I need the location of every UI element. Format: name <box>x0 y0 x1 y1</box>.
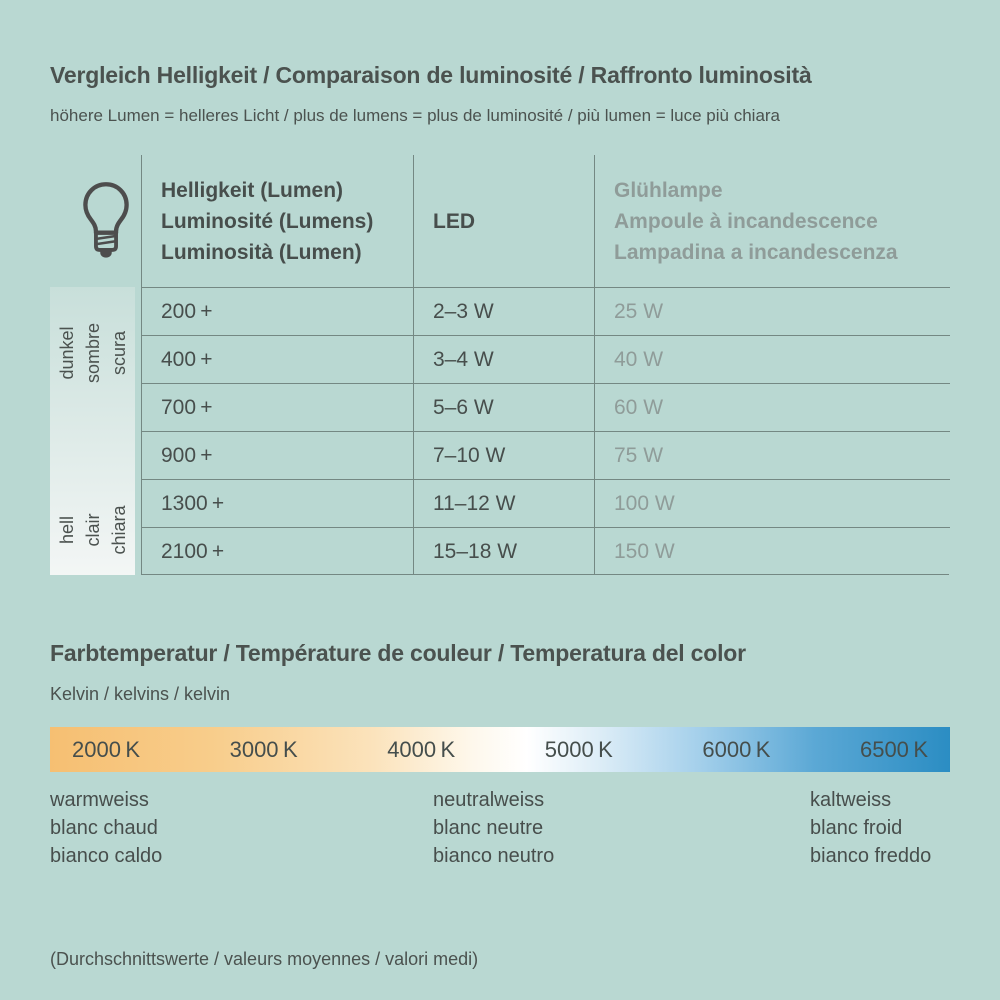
temperature-section-title: Farbtemperatur / Température de couleur / Temperatura del color <box>50 640 746 666</box>
scale-label-bright <box>54 505 132 554</box>
scale-label-bright-it: chiara <box>108 505 129 555</box>
light-bulb-icon <box>80 179 132 271</box>
temperature-gradient-bar <box>50 727 950 772</box>
table-cell-led: 5–6 W <box>413 383 594 431</box>
scale-label-bright-fr: clair <box>82 513 103 547</box>
table-cell-led: 3–4 W <box>413 335 594 383</box>
legend-warm-white: warmweiss blanc chaud bianco caldo <box>50 789 163 867</box>
table-cell-led: 15–18 W <box>413 527 594 575</box>
table-cell-lumen: 1300 + <box>142 479 413 527</box>
scale-label-dark-de: dunkel <box>56 326 77 380</box>
kelvin-tick: 4000 K <box>387 736 456 762</box>
legend-cold-white: kaltweiss blanc froid bianco freddo <box>810 789 932 867</box>
scale-label-dark <box>54 323 132 383</box>
table-cell-incandescent: 150 W <box>594 527 950 575</box>
brightness-section-title: Vergleich Helligkeit / Comparaison de luminosité / Raffronto luminosità <box>50 62 812 88</box>
scale-label-dark-fr: sombre <box>82 322 103 384</box>
column-header-led: LED <box>413 155 594 287</box>
scale-label-bright-de: hell <box>56 515 77 545</box>
brightness-scale-strip <box>50 287 135 575</box>
table-cell-lumen: 900 + <box>142 431 413 479</box>
table-cell-incandescent: 40 W <box>594 335 950 383</box>
legend-neutral-white: neutralweiss blanc neutre bianco neutro <box>433 789 555 867</box>
brightness-table-grid <box>141 155 949 575</box>
table-cell-lumen: 200 + <box>142 287 413 335</box>
table-cell-lumen: 700 + <box>142 383 413 431</box>
kelvin-tick: 6500 K <box>859 736 928 762</box>
table-cell-incandescent: 25 W <box>594 287 950 335</box>
table-cell-led: 11–12 W <box>413 479 594 527</box>
table-cell-lumen: 400 + <box>142 335 413 383</box>
column-header-lumen: Helligkeit (Lumen) Luminosité (Lumens) Luminosità (Lumen) <box>161 178 374 264</box>
table-cell-led: 2–3 W <box>413 287 594 335</box>
kelvin-tick: 6000 K <box>702 736 771 762</box>
temperature-section-subtitle: Kelvin / kelvins / kelvin <box>50 684 231 704</box>
table-cell-led: 7–10 W <box>413 431 594 479</box>
table-cell-incandescent: 60 W <box>594 383 950 431</box>
table-cell-incandescent: 75 W <box>594 431 950 479</box>
table-cell-incandescent: 100 W <box>594 479 950 527</box>
column-header-incandescent: Glühlampe Ampoule à incandescence Lampadina a incandescenza <box>594 155 950 287</box>
kelvin-tick: 5000 K <box>544 736 613 762</box>
scale-label-dark-it: scura <box>108 331 129 376</box>
kelvin-tick: 3000 K <box>229 736 298 762</box>
table-cell-lumen: 2100 + <box>142 527 413 575</box>
kelvin-tick: 2000 K <box>72 736 141 762</box>
average-values-note: (Durchschnittswerte / valeurs moyennes / valori medi) <box>50 949 479 969</box>
brightness-section-subtitle: höhere Lumen = helleres Licht / plus de lumens = plus de luminosité / più lumen = luce più chiara <box>50 106 781 125</box>
brightness-table <box>50 155 950 575</box>
